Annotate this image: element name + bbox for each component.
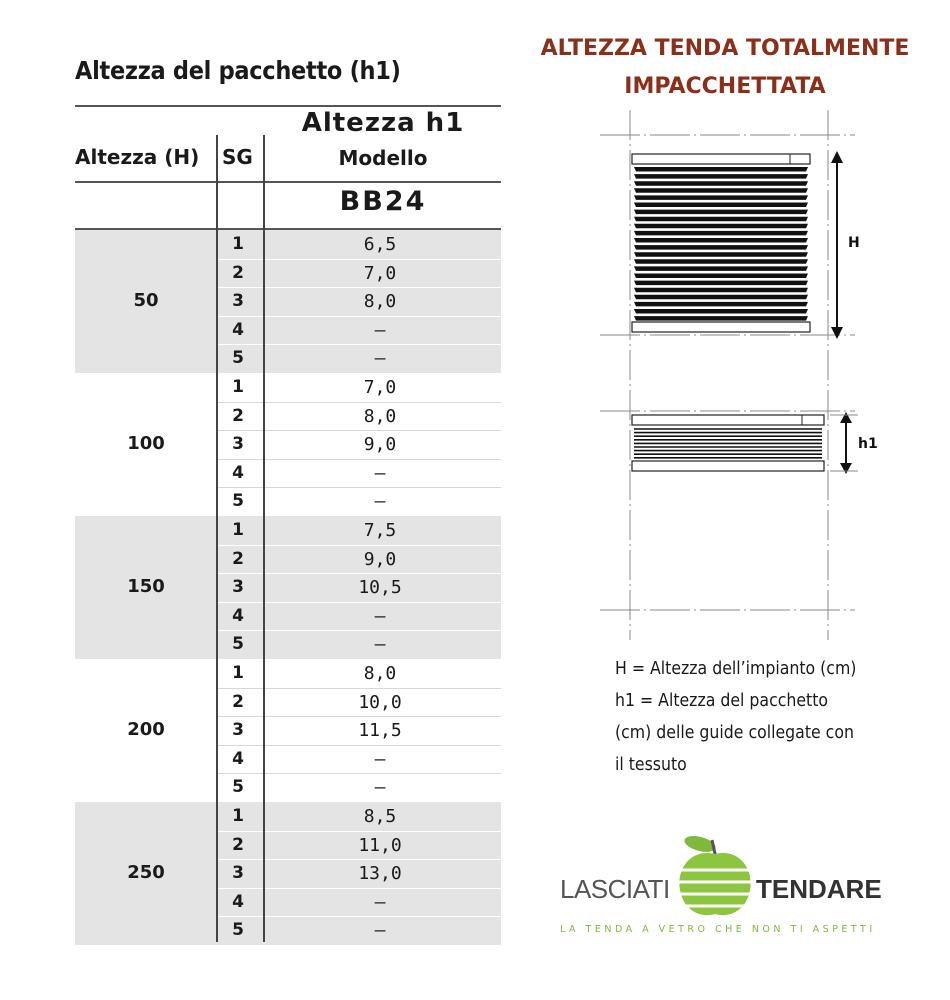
row-h1-value: –	[374, 462, 386, 484]
row-sg: 4	[232, 462, 244, 483]
table-row	[216, 344, 501, 373]
row-h1-value: –	[374, 348, 386, 370]
row-h1-value: 9,0	[363, 548, 397, 570]
table-row	[216, 487, 501, 517]
pleat	[634, 309, 808, 314]
table-row	[216, 402, 501, 432]
blind-diagram	[590, 105, 890, 645]
table-row	[216, 773, 501, 803]
pleat	[634, 203, 808, 208]
table-row	[216, 373, 501, 403]
table-group	[75, 230, 501, 373]
row-h1-value: 7,5	[363, 520, 397, 541]
logo-word-left: LASCIATI	[560, 874, 670, 904]
row-h1-value: 9,0	[363, 434, 397, 456]
row-sg: 4	[232, 748, 244, 769]
pleat	[634, 195, 808, 200]
row-h1-value: –	[374, 491, 386, 513]
table-row	[216, 545, 501, 575]
header-model-code: BB24	[339, 186, 427, 217]
table-group	[75, 516, 501, 659]
row-sg: 2	[232, 691, 244, 712]
table-row	[216, 716, 501, 746]
row-h1-value: –	[374, 634, 386, 656]
legend-line-4: il tessuto	[615, 755, 687, 775]
brand-logo	[560, 830, 890, 940]
legend-line-2: h1 = Altezza del pacchetto	[615, 691, 829, 711]
row-h1-value: 8,0	[363, 291, 397, 313]
pleat	[634, 181, 808, 186]
table-title: Altezza del pacchetto (h1)	[75, 56, 401, 85]
row-h1-value: 11,5	[358, 720, 402, 742]
group-height-label: 100	[127, 433, 165, 454]
apple-icon	[670, 830, 760, 920]
row-sg: 2	[232, 405, 244, 426]
row-sg: 5	[232, 491, 244, 512]
header-h1: Altezza h1	[301, 108, 465, 138]
row-sg: 1	[232, 663, 244, 683]
pleat	[634, 295, 808, 300]
row-sg: 3	[232, 577, 244, 598]
row-h1-value: –	[374, 748, 386, 770]
legend	[615, 653, 856, 781]
row-sg: 1	[232, 520, 244, 540]
row-sg: 3	[232, 291, 244, 312]
table-row	[216, 230, 501, 260]
table-row	[216, 516, 501, 546]
row-h1-value: –	[374, 777, 386, 799]
row-sg: 1	[232, 234, 244, 254]
table-row	[216, 916, 501, 945]
logo-word-right: TENDARE	[756, 874, 882, 904]
row-h1-value: 11,0	[358, 834, 402, 856]
pleat	[634, 167, 808, 172]
group-height-label: 50	[133, 290, 159, 311]
table-top-rule	[75, 105, 501, 107]
table-group	[75, 802, 501, 945]
pleat	[634, 316, 808, 321]
legend-line-3: (cm) delle guide collegate con	[615, 723, 854, 743]
table-row	[216, 688, 501, 718]
table-group	[75, 659, 501, 802]
row-sg: 5	[232, 348, 244, 369]
pleat	[634, 266, 808, 271]
table-row	[216, 430, 501, 460]
table-row	[216, 602, 501, 632]
table-row	[216, 630, 501, 659]
diagram-title	[505, 30, 945, 106]
row-h1-value: –	[374, 319, 386, 341]
row-h1-value: 7,0	[363, 262, 397, 284]
row-sg: 1	[232, 806, 244, 826]
row-h1-value: 6,5	[363, 234, 397, 255]
group-height-label: 150	[127, 576, 165, 597]
table-row	[216, 802, 501, 832]
pleat	[634, 302, 808, 307]
pleat	[634, 224, 808, 229]
header-mid-rule	[75, 181, 501, 183]
row-sg: 3	[232, 863, 244, 884]
table-row	[216, 659, 501, 689]
row-h1-value: 13,0	[358, 863, 402, 885]
row-h1-value: 10,5	[358, 577, 402, 599]
pleat	[634, 252, 808, 257]
header-model: Modello	[338, 146, 428, 170]
pleat	[634, 217, 808, 222]
label-h1: h1	[858, 436, 878, 452]
row-sg: 2	[232, 548, 244, 569]
row-h1-value: –	[374, 920, 386, 942]
row-h1-value: 7,0	[363, 377, 397, 398]
legend-line-1: H = Altezza dell’impianto (cm)	[615, 659, 857, 679]
full-blind-illustration	[632, 154, 810, 332]
row-sg: 3	[232, 720, 244, 741]
group-height-label: 250	[127, 862, 165, 883]
table-row	[216, 859, 501, 889]
pleat	[634, 210, 808, 215]
row-h1-value: 8,0	[363, 663, 397, 684]
pleat	[634, 231, 808, 236]
table-row	[216, 831, 501, 861]
group-height-label: 200	[127, 719, 165, 740]
table-row	[216, 573, 501, 603]
table-row	[216, 745, 501, 775]
table-row	[216, 287, 501, 317]
row-sg: 3	[232, 434, 244, 455]
table-row	[216, 316, 501, 346]
table-row	[216, 259, 501, 289]
row-sg: 4	[232, 891, 244, 912]
pleat	[634, 281, 808, 286]
pleat	[634, 259, 808, 264]
logo-tagline: LA TENDA A VETRO CHE NON TI ASPETTI	[560, 924, 876, 935]
row-h1-value: –	[374, 605, 386, 627]
row-sg: 5	[232, 634, 244, 655]
row-sg: 4	[232, 605, 244, 626]
row-h1-value: 8,5	[363, 806, 397, 827]
table-row	[216, 888, 501, 918]
row-h1-value: 8,0	[363, 405, 397, 427]
packed-blind-illustration	[632, 415, 824, 471]
pleat	[634, 245, 808, 250]
row-sg: 1	[232, 377, 244, 397]
row-sg: 4	[232, 319, 244, 340]
header-height: Altezza (H)	[75, 145, 200, 169]
header-sg: SG	[222, 145, 253, 169]
table-row	[216, 459, 501, 489]
row-sg: 5	[232, 920, 244, 941]
pleat	[634, 274, 808, 279]
pleat	[634, 188, 808, 193]
row-sg: 5	[232, 777, 244, 798]
diagram-title-line2: IMPACCHETTATA	[624, 74, 826, 99]
pleat	[634, 238, 808, 243]
diagram-title-line1: ALTEZZA TENDA TOTALMENTE	[540, 36, 910, 61]
column-divider-1	[216, 135, 218, 942]
table-group	[75, 373, 501, 516]
row-h1-value: 10,0	[358, 691, 402, 713]
pleat	[634, 288, 808, 293]
row-h1-value: –	[374, 891, 386, 913]
pleat	[634, 174, 808, 179]
row-sg: 2	[232, 262, 244, 283]
label-H: H	[848, 235, 860, 251]
column-divider-2	[263, 135, 265, 942]
row-sg: 2	[232, 834, 244, 855]
